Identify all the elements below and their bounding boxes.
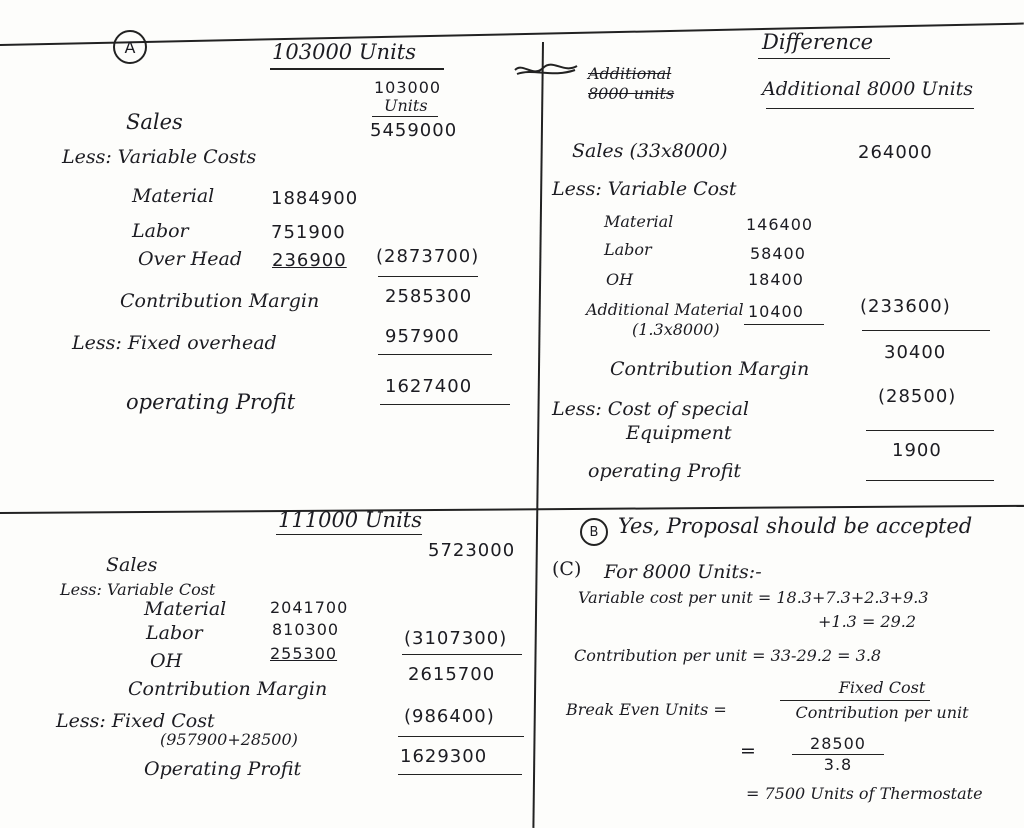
fixed-overhead-label: Less: Fixed overhead	[72, 332, 277, 354]
bottom-units-heading: 111000 Units	[278, 508, 422, 532]
break-even-result: = 7500 Units of Thermostate	[746, 784, 983, 803]
special-equipment-label-2: Equipment	[626, 422, 732, 444]
bottom-fixed-cost-label: Less: Fixed Cost	[56, 710, 215, 732]
special-equipment-underline	[866, 430, 994, 431]
contribution-margin-value: 2585300	[385, 286, 473, 307]
fraction-denominator: Contribution per unit	[795, 703, 969, 722]
operating-profit-underline	[380, 404, 510, 405]
part-c-label: (C)	[552, 558, 582, 580]
less-variable-costs-label: Less: Variable Costs	[62, 146, 257, 168]
contribution-per-unit: Contribution per unit = 33-29.2 = 3.8	[574, 646, 882, 665]
diff-sales-value: 264000	[858, 142, 933, 163]
fraction-bar	[780, 700, 930, 701]
special-equipment-label: Less: Cost of special	[552, 398, 749, 420]
bottom-variable-total: (3107300)	[404, 628, 508, 649]
bottom-material-value: 2041700	[270, 598, 349, 617]
bottom-oh-label: OH	[150, 650, 183, 672]
diff-cm-label: Contribution Margin	[610, 358, 810, 380]
bottom-labor-value: 810300	[272, 620, 340, 639]
part-b-answer: Yes, Proposal should be accepted	[618, 514, 973, 538]
additional-units-underline	[766, 108, 974, 109]
additional-units-heading: Additional 8000 Units	[762, 78, 974, 100]
struck-8000-units: 8000 units	[588, 84, 675, 103]
diff-oh-value: 18400	[748, 270, 804, 289]
bottom-material-label: Material	[144, 598, 227, 620]
overhead-value: 236900	[272, 250, 347, 271]
heading-underline	[270, 68, 444, 70]
bottom-operating-profit-underline	[398, 774, 522, 775]
fraction-denominator-value: 3.8	[823, 755, 853, 774]
additional-material-underline	[744, 324, 824, 325]
diff-less-variable-label: Less: Variable Cost	[552, 178, 737, 200]
part-a-circle-label: A	[113, 30, 147, 64]
contribution-margin-label: Contribution Margin	[120, 290, 320, 312]
additional-material-label: Additional Material	[586, 300, 744, 319]
material-value: 1884900	[271, 188, 359, 209]
diff-cm-value: 30400	[884, 342, 947, 363]
bottom-fixed-cost-calc: (957900+28500)	[160, 730, 298, 749]
column-head-units: Units	[384, 96, 428, 115]
bottom-fixed-cost-underline	[398, 736, 524, 737]
bottom-heading-underline	[276, 534, 422, 535]
overhead-label: Over Head	[138, 248, 242, 270]
material-label: Material	[132, 185, 215, 207]
bottom-operating-profit-label: Operating Profit	[144, 758, 302, 780]
fraction-numerator: Fixed Cost	[838, 678, 926, 697]
bottom-oh-value: 255300	[270, 644, 338, 663]
bottom-cm-value: 2615700	[408, 664, 496, 685]
fraction-numerator-value: 28500	[810, 734, 866, 753]
bottom-fixed-cost-value: (986400)	[404, 706, 495, 727]
break-even-label: Break Even Units =	[566, 700, 727, 719]
part-c-heading: For 8000 Units:-	[604, 561, 762, 583]
variable-costs-total: (2873700)	[376, 246, 480, 267]
sales-label: Sales	[126, 110, 183, 134]
labor-value: 751900	[271, 222, 346, 243]
operating-profit-value: 1627400	[385, 376, 473, 397]
diff-material-label: Material	[604, 212, 674, 231]
bottom-sales-value: 5723000	[428, 540, 516, 561]
left-units-heading: 103000 Units	[272, 40, 416, 64]
diff-labor-value: 58400	[750, 244, 806, 263]
bottom-operating-profit-value: 1629300	[400, 746, 488, 767]
column-head-underline	[372, 116, 438, 117]
part-b-circle-label: B	[580, 518, 608, 546]
variable-cost-per-unit: Variable cost per unit = 18.3+7.3+2.3+9.3	[578, 588, 929, 607]
bottom-variable-underline	[402, 654, 522, 655]
operating-profit-label: operating Profit	[126, 390, 296, 414]
break-even-values-fraction	[788, 736, 888, 773]
diff-material-value: 146400	[746, 215, 814, 234]
bottom-less-variable-label: Less: Variable Cost	[60, 580, 216, 599]
break-even-fraction	[774, 680, 990, 721]
middle-horizontal-divider	[0, 505, 1024, 514]
variable-cost-per-unit-result: +1.3 = 29.2	[818, 612, 917, 631]
bottom-sales-label: Sales	[106, 554, 158, 576]
diff-variable-underline	[862, 330, 990, 331]
scribble-mark	[513, 60, 579, 82]
difference-heading: Difference	[762, 30, 874, 54]
vertical-divider	[532, 42, 544, 828]
diff-variable-total: (233600)	[860, 296, 951, 317]
bottom-cm-label: Contribution Margin	[128, 678, 328, 700]
bottom-labor-label: Labor	[146, 622, 203, 644]
diff-operating-profit-value: 1900	[892, 440, 942, 461]
struck-additional: Additional	[588, 64, 672, 83]
diff-labor-label: Labor	[604, 240, 652, 259]
column-head-quantity: 103000	[374, 78, 442, 97]
fixed-overhead-value: 957900	[385, 326, 460, 347]
diff-sales-label: Sales (33x8000)	[572, 140, 728, 162]
additional-material-calc: (1.3x8000)	[632, 320, 720, 339]
difference-underline	[758, 58, 890, 59]
sales-value: 5459000	[370, 120, 458, 141]
diff-operating-profit-label: operating Profit	[588, 460, 742, 482]
variable-total-underline	[378, 276, 478, 277]
diff-oh-label: OH	[606, 270, 634, 289]
labor-label: Labor	[132, 220, 189, 242]
special-equipment-value: (28500)	[878, 386, 957, 407]
equals-sign: =	[740, 740, 756, 762]
additional-material-value: 10400	[748, 302, 804, 321]
diff-operating-profit-underline	[866, 480, 994, 481]
fixed-overhead-underline	[378, 354, 492, 355]
